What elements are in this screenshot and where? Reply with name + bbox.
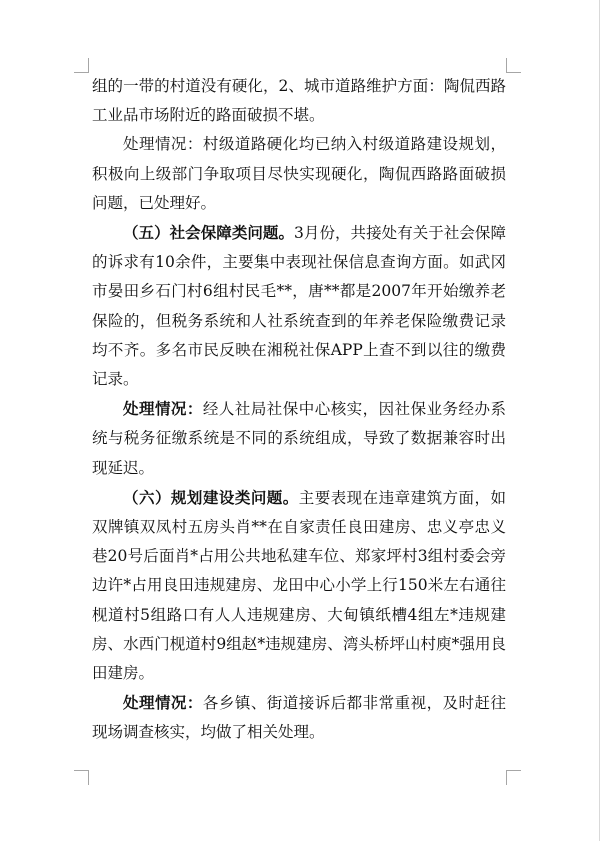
handling-label: 处理情况： (123, 693, 203, 713)
crop-mark-bottom-left (74, 770, 89, 785)
paragraph-road-handling (92, 130, 506, 218)
crop-mark-top-right (506, 58, 521, 73)
paragraph-text: 处理情况：村级道路硬化均已纳入村级道路建设规划，积极向上级部门争取项目尽快实现硬化，陶侃西路路面破损问题，已处理好。 (92, 135, 506, 212)
handling-label: 处理情况： (123, 399, 203, 419)
section-heading-social-security: （五）社会保障类问题。 (123, 223, 295, 243)
paragraph-text: 各乡镇、街道接诉后都非常重视，及时赶往现场调查核实，均做了相关处理。 (92, 694, 506, 742)
document-body (92, 72, 506, 748)
paragraph-planning-handling (92, 688, 506, 747)
paragraph-social-security-handling (92, 394, 506, 483)
paragraph-planning-construction (92, 483, 506, 688)
crop-mark-top-left (74, 58, 89, 73)
paragraph-text: 主要表现在违章建筑方面，如双牌镇双凤村五房头肖**在自家责任良田建房、忠义亭忠义巷20号后面肖*占用公共地私建车位、郑家坪村3组村委会旁边许*占用良田违规建房、龙田中心小学上行150米左右通往枧道村5组路口有人人违规建房、大甸镇纸槽4组左*违规建房、水西门枧道村9组赵*违规建房、湾头桥坪山村庾*强用良田建房。 (92, 488, 506, 683)
crop-mark-bottom-right (506, 770, 521, 785)
paragraph-social-security (92, 218, 506, 394)
paragraph-text: 3月份，共接处有关于社会保障的诉求有10余件，主要集中表现社保信息查询方面。如武冈市晏田乡石门村6组村民毛**，唐**都是2007年开始缴养老保险的，但税务系统和人社系统查到的年养老保险缴费记录均不齐。多名市民反映在湘税社保APP上查不到以往的缴费记录。 (92, 224, 506, 389)
paragraph-text: 组的一带的村道没有硬化，2、城市道路维护方面：陶侃西路工业品市场附近的路面破损不堪。 (92, 77, 506, 125)
paragraph-road-continued (92, 72, 506, 130)
section-heading-planning: （六）规划建设类问题。 (123, 487, 299, 507)
paragraph-text: 经人社局社保中心核实，因社保业务经办系统与税务征缴系统是不同的系统组成，导致了数据兼容时出现延迟。 (92, 400, 506, 477)
